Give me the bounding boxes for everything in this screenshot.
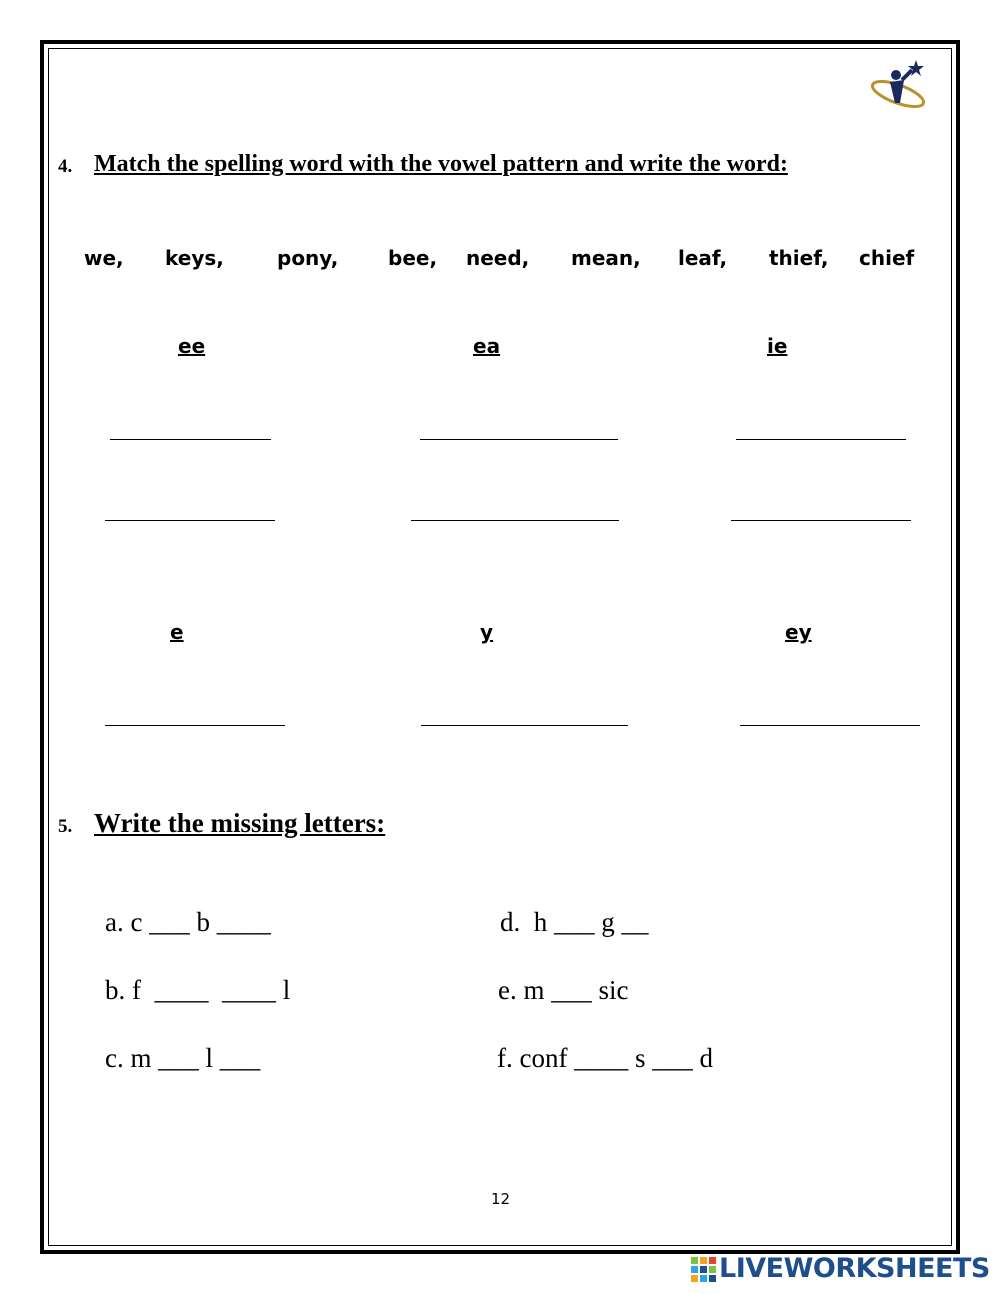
word-thief: thief,: [769, 246, 829, 270]
answer-line-y[interactable]: [421, 725, 628, 726]
word-chief: chief: [859, 246, 915, 270]
answer-line-ie-2[interactable]: [731, 520, 911, 521]
pattern-ie-heading: ie: [767, 334, 788, 358]
word-leaf: leaf,: [678, 246, 728, 270]
answer-line-ee-1[interactable]: [110, 439, 271, 440]
answer-line-e[interactable]: [105, 725, 285, 726]
liveworksheets-brand[interactable]: LIVEWORKSHEETS: [719, 1253, 990, 1284]
pattern-ey-heading: ey: [785, 620, 812, 644]
missing-letters-item-d[interactable]: d. h ___ g __: [500, 907, 649, 937]
word-need: need,: [466, 246, 530, 270]
missing-letters-item-a[interactable]: a. c ___ b ____: [105, 907, 271, 937]
answer-line-ea-1[interactable]: [420, 439, 618, 440]
word-mean: mean,: [571, 246, 641, 270]
missing-letters-item-e[interactable]: e. m ___ sic: [498, 975, 629, 1005]
liveworksheets-logo-icon: [691, 1257, 717, 1283]
q5-number: 5.: [58, 816, 73, 837]
missing-letters-item-c[interactable]: c. m ___ l ___: [105, 1043, 261, 1073]
answer-line-ea-2[interactable]: [411, 520, 619, 521]
word-we: we,: [84, 246, 124, 270]
q4-title: Match the spelling word with the vowel pattern and write the word:: [94, 151, 788, 177]
word-bee: bee,: [388, 246, 438, 270]
missing-letters-item-f[interactable]: f. conf ____ s ___ d: [497, 1043, 713, 1073]
answer-line-ey[interactable]: [740, 725, 920, 726]
pattern-ee-heading: ee: [178, 334, 206, 358]
word-keys: keys,: [165, 246, 224, 270]
pattern-e-heading: e: [170, 620, 184, 644]
answer-line-ie-1[interactable]: [736, 439, 906, 440]
pattern-ea-heading: ea: [473, 334, 501, 358]
answer-line-ee-2[interactable]: [105, 520, 275, 521]
star-figure-logo-icon: [868, 58, 934, 118]
pattern-y-heading: y: [480, 620, 494, 644]
page-number: 12: [491, 1190, 511, 1208]
q4-number: 4.: [58, 156, 73, 177]
word-pony: pony,: [277, 246, 339, 270]
q5-title: Write the missing letters:: [94, 808, 386, 838]
missing-letters-item-b[interactable]: b. f ____ ____ l: [105, 975, 291, 1005]
